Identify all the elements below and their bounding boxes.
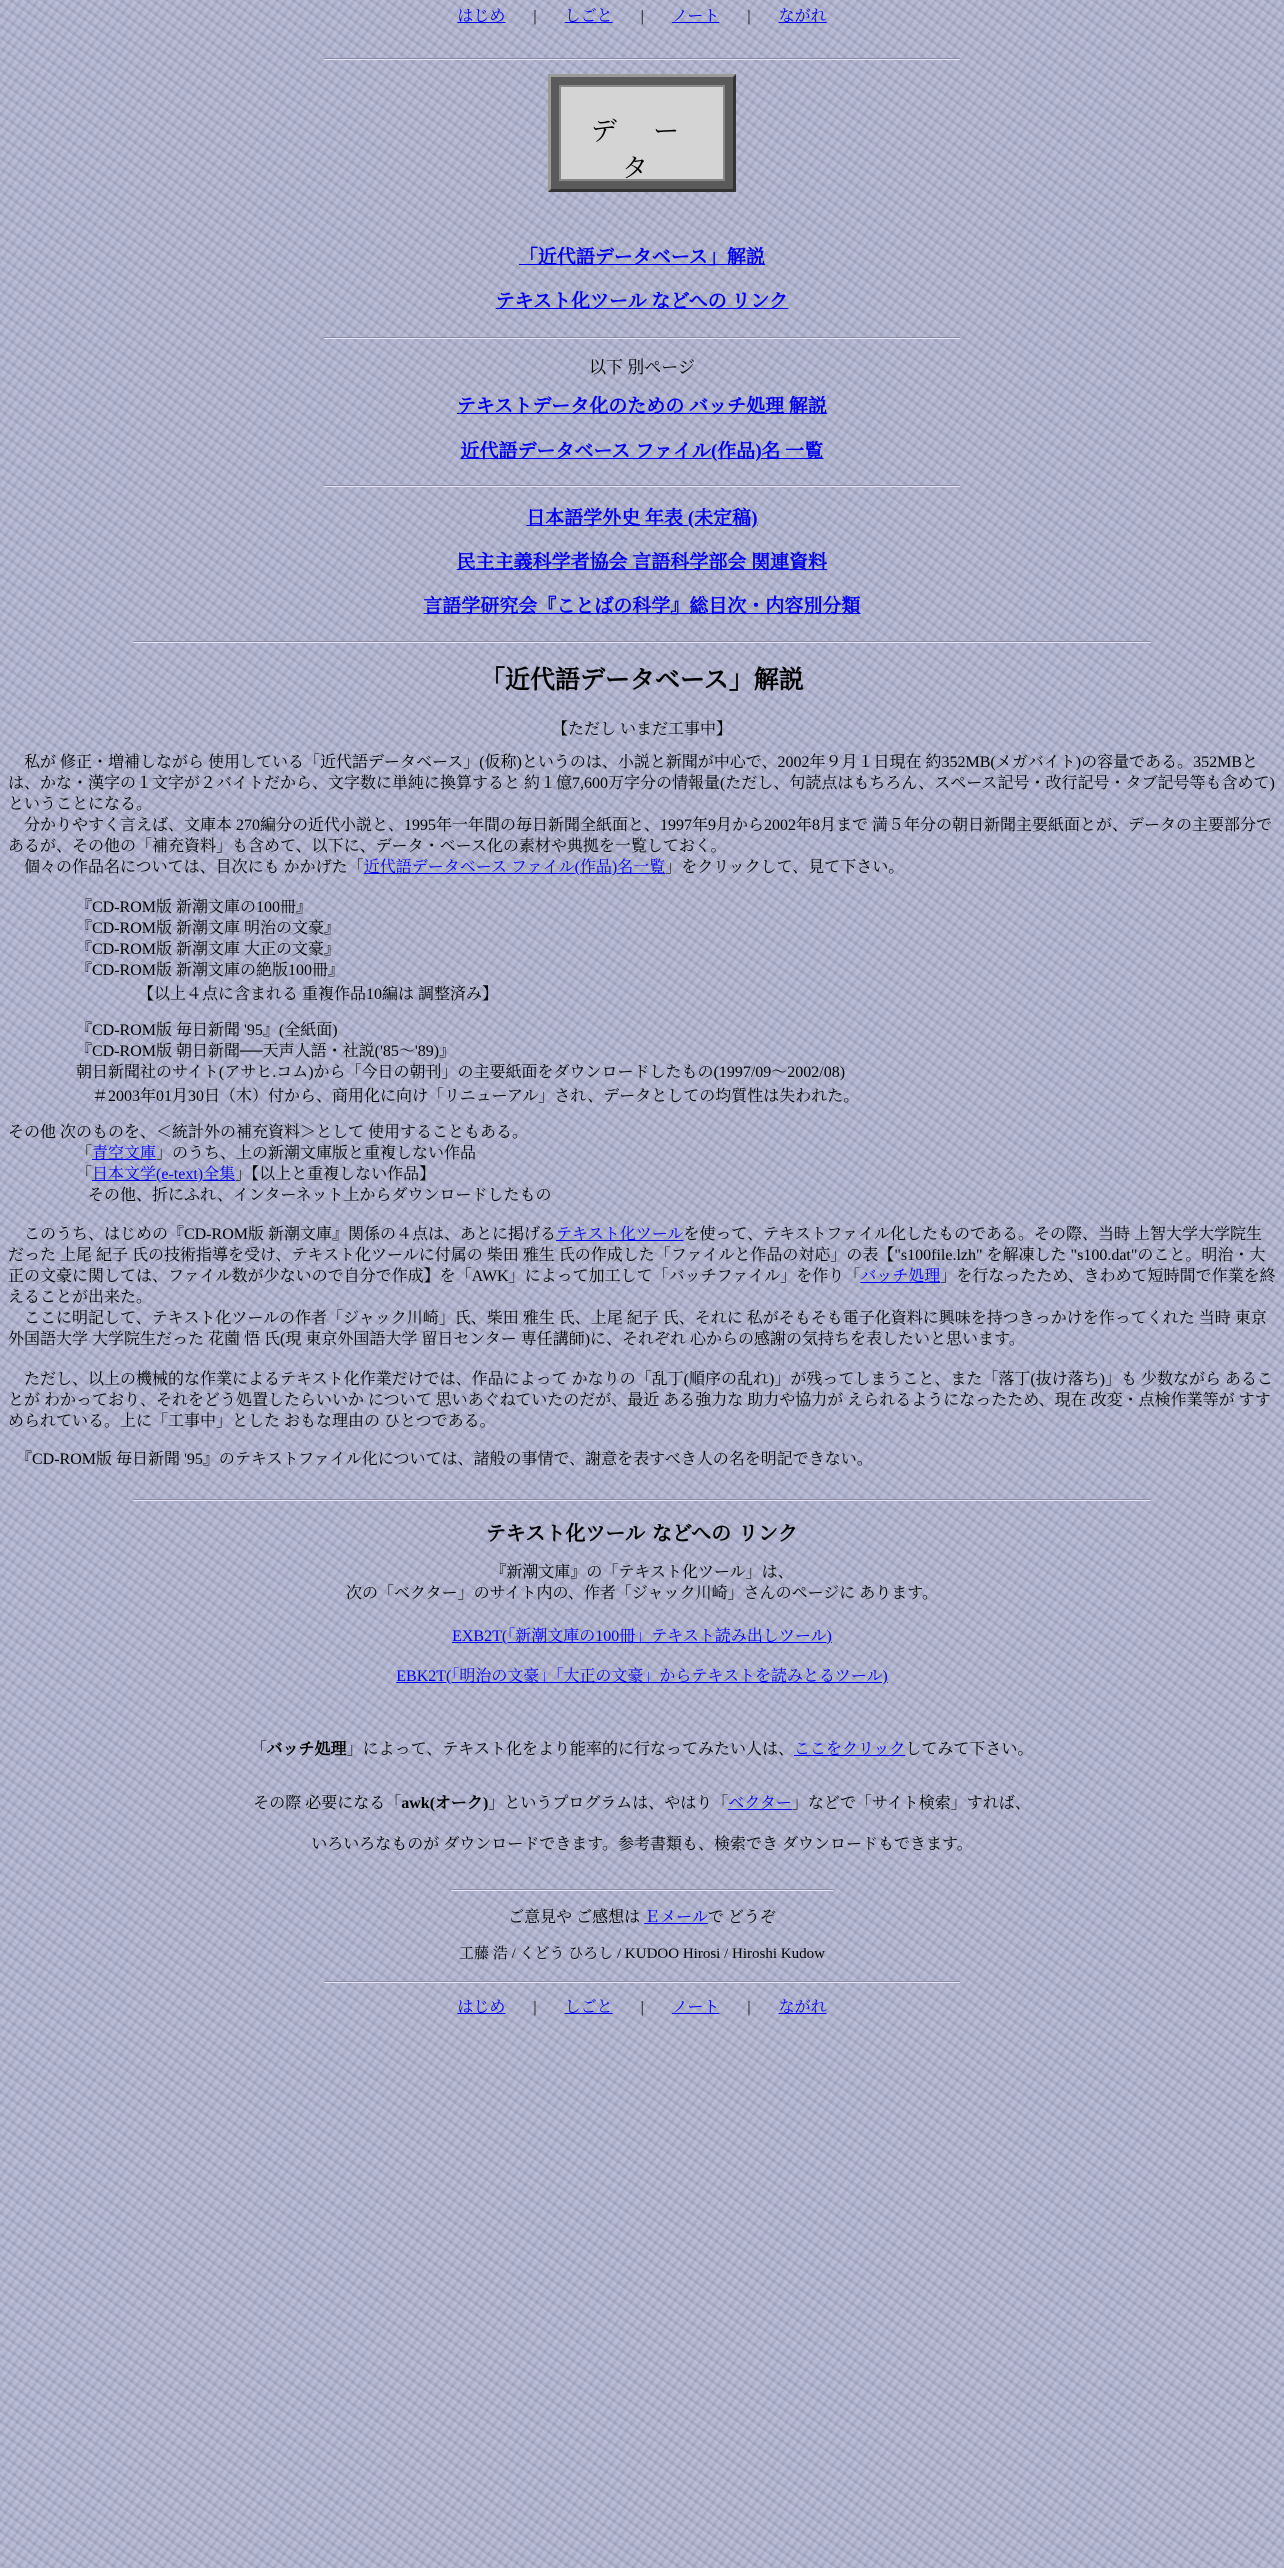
feedback xyxy=(0,1904,1284,1927)
divider xyxy=(0,58,1284,60)
divider xyxy=(0,1499,1284,1501)
data-banner-text: デ ー タ xyxy=(559,85,725,181)
batch-note xyxy=(0,1736,1284,1759)
list-item: 『CD-ROM版 新潮文庫の100冊』 xyxy=(76,899,313,916)
nav-link-nagare[interactable]: ながれ xyxy=(778,1999,827,2016)
link-file-list[interactable]: 近代語データベース ファイル(作品)名 一覧 xyxy=(460,441,824,462)
construction-note: 【ただし いまだ工事中】 xyxy=(551,721,732,738)
list-note: ＃2003年01月30日（木）付から、商用化に向け「リニューアル」され、データとしての均質性は失われた。 xyxy=(92,1088,860,1105)
explain-para-6: ただし、以上の機械的な作業によるテキスト化作業だけでは、作品によって かなりの「乱丁(順序の乱れ)」が残ってしまうこと、また「落丁(抜け落ち)」も 少数ながら あることが わかっており、それをどう処置したらいいか について 思いあぐねていたのだが、最近 ある強力な 助力や協力が えられるようになったため、現在 改変・点検作業等が すすめられている。上に「工事中」とした おもな理由の ひとつである。 xyxy=(8,1371,1273,1430)
tools-intro-1: 『新潮文庫』の「テキスト化ツール」は、 xyxy=(490,1564,794,1581)
divider xyxy=(0,485,1284,487)
text: ご意見や ご感想は xyxy=(508,1909,645,1926)
list-item: 朝日新聞社のサイト(アサヒ.コム)から「今日の朝刊」の主要紙面をダウンロードしたもの(1997/09～2002/08) xyxy=(76,1064,846,1081)
text: 」によって、テキスト化をより能率的に行なってみたい人は、 xyxy=(346,1741,794,1758)
nav-separator: | xyxy=(640,1999,644,2016)
divider xyxy=(0,1981,1284,1983)
link-click-here[interactable]: ここをクリック xyxy=(794,1741,906,1758)
other-pages-note: 以下 別ページ xyxy=(589,358,695,377)
link-tools[interactable]: テキスト化ツール などへの リンク xyxy=(495,291,789,312)
top-nav xyxy=(0,6,1284,28)
list-item xyxy=(0,1143,1284,1164)
nav-link-note[interactable]: ノート xyxy=(671,1999,720,2016)
awk-bold-text: awk(オーク) xyxy=(401,1795,489,1812)
link-email[interactable]: Ｅメール xyxy=(644,1909,708,1926)
source-list-newspaper xyxy=(0,1020,1284,1106)
text: その際 必要になる「 xyxy=(253,1795,402,1812)
link-chronology[interactable]: 日本語学外史 年表 (未定稿) xyxy=(526,508,758,529)
text: 」を行なったため、きわめて短時間で作業を終えることが出来た。 xyxy=(8,1268,1276,1306)
explain-para-5: ここに明記して、テキスト化ツールの作者「ジャック川崎」氏、柴田 雅生 氏、上尾 紀子 氏、それに 私がそもそも電子化資料に興味を持つきっかけを作ってくれた 当時 東京外国語大学 大学院生だった 花薗 悟 氏(現 東京外国語大学 留日センター 専任講師)に、それぞれ 心からの感謝の気持ちを表したいと思います。 xyxy=(8,1310,1267,1348)
nav-separator: | xyxy=(533,8,537,25)
nav-link-note[interactable]: ノート xyxy=(671,8,720,25)
link-batch-inline[interactable]: バッチ処理 xyxy=(860,1268,941,1285)
section-title-explain: 「近代語データベース」解説 xyxy=(480,665,804,694)
link-text-tool[interactable]: テキスト化ツール xyxy=(556,1226,684,1243)
text: 」【以上と重複しない作品】 xyxy=(235,1166,436,1183)
text: 」などで「サイト検索」すれば、 xyxy=(791,1795,1031,1812)
link-nihon-bungaku[interactable]: 日本文学(e-text)全集 xyxy=(92,1166,236,1183)
text: で どうぞ xyxy=(707,1909,776,1926)
list-item xyxy=(0,1164,1284,1185)
download-note: いろいろなものが ダウンロードできます。参考書類も、検索でき ダウンロードもできます。 xyxy=(311,1836,973,1853)
text: 「 xyxy=(76,1145,93,1162)
batch-bold-text: バッチ処理 xyxy=(266,1741,347,1758)
link-vector[interactable]: ベクター xyxy=(728,1795,792,1812)
nav-separator: | xyxy=(747,1999,751,2016)
source-list-shincho xyxy=(0,897,1284,1004)
nav-separator: | xyxy=(533,1999,537,2016)
link-batch[interactable]: テキストデータ化のための バッチ処理 解説 xyxy=(456,396,828,417)
author-name: 工藤 浩 / くどう ひろし / KUDOO Hirosi / Hiroshi Kudow xyxy=(459,1946,825,1962)
data-banner xyxy=(0,74,1284,192)
list-item: 『CD-ROM版 新潮文庫 明治の文豪』 xyxy=(76,920,341,937)
explain-para-3 xyxy=(0,857,1284,878)
list-item: 『CD-ROM版 毎日新聞 '95』(全紙面) xyxy=(76,1022,338,1039)
divider xyxy=(0,641,1284,643)
link-gengogaku[interactable]: 言語学研究会『ことばの科学』総目次・内容別分類 xyxy=(423,596,861,617)
section-title-tools: テキスト化ツール などへの リンク xyxy=(486,1521,798,1545)
list-item: 『CD-ROM版 朝日新聞──天声人語・社説('85～'89)』 xyxy=(76,1043,456,1060)
text: 個々の作品名については、目次にも かかげた「 xyxy=(8,859,364,876)
nav-separator: | xyxy=(747,8,751,25)
link-ebk2t[interactable]: EBK2T(「明治の文豪」「大正の文豪」からテキストを読みとるツール) xyxy=(396,1668,888,1685)
text: 」をクリックして、見て下さい。 xyxy=(665,859,905,876)
text: このうち、はじめの『CD-ROM版 新潮文庫』関係の４点は、あとに掲げる xyxy=(8,1226,557,1243)
explain-para-1: 私が 修正・増補しながら 使用している「近代語データベース」(仮称)というのは、小説と新聞が中心で、2002年９月１日現在 約352MB(メガバイト)の容量である。352MBとは、かな・漢字の１文字が２バイトだから、文字数に単純に換算すると 約１億7,600万字分の情報量(ただし、句読点はもちろん、スペース記号・改行記号・タブ記号等も含めて)ということになる。 xyxy=(8,754,1275,813)
list-item: 『CD-ROM版 新潮文庫の絶版100冊』 xyxy=(76,962,345,979)
tools-intro-2: 次の「ベクター」のサイト内の、作者「ジャック川崎」さんのページに あります。 xyxy=(345,1585,938,1602)
text: 」のうち、上の新潮文庫版と重複しない作品 xyxy=(156,1145,477,1162)
explain-para-4 xyxy=(0,1224,1284,1308)
list-note: 【以上４点に含まれる 重複作品10編は 調整済み】 xyxy=(138,986,499,1003)
divider xyxy=(0,337,1284,339)
text: してみて下さい。 xyxy=(905,1741,1034,1758)
text: を使って、テキストファイル化したものである。その際、当時 上智大学大学院生だった 上尾 紀子 氏の技術指導を受け、テキスト化ツールに付属の 柴田 雅生 氏の作成した「ファイルと作品の対応」の表【"s100file.lzh" を解凍した "s100.dat"のこと。明治・大正の文豪に関しては、ファイル数が少ないので自分で作成】を「AWK」によって加工して「バッチファイル」を作り「 xyxy=(8,1226,1266,1285)
link-explain[interactable]: 「近代語データベース」解説 xyxy=(518,247,766,268)
other-sources-intro: その他 次のものを、＜統計外の補充資料＞として 使用することもある。 xyxy=(8,1124,529,1141)
text: 「 xyxy=(250,1741,267,1758)
explain-para-2: 分かりやすく言えば、文庫本 270編分の近代小説と、1995年一年間の毎日新聞全紙面と、1997年9月から2002年8月まで 満５年分の朝日新聞主要紙面とが、データの主要部分であるが、その他の「補充資料」も含めて、以下に、データ・ベース化の素材や典拠を一覧しておく。 xyxy=(8,817,1273,855)
link-minshu[interactable]: 民主主義科学者協会 言語科学部会 関連資料 xyxy=(456,552,828,573)
list-item: その他、折にふれ、インターネット上からダウンロードしたもの xyxy=(88,1187,552,1204)
text: 「 xyxy=(76,1166,93,1183)
text: 」というプログラムは、やはり「 xyxy=(488,1795,729,1812)
nav-link-shigoto[interactable]: しごと xyxy=(564,8,613,25)
link-exb2t[interactable]: EXB2T(「新潮文庫の100冊」テキスト読み出しツール) xyxy=(452,1628,832,1645)
link-aozora[interactable]: 青空文庫 xyxy=(92,1145,157,1162)
nav-link-shigoto[interactable]: しごと xyxy=(564,1999,613,2016)
explain-para-7: 『CD-ROM版 毎日新聞 '95』のテキストファイル化については、諸般の事情で、謝意を表すべき人の名を明記できない。 xyxy=(8,1451,873,1468)
list-item: 『CD-ROM版 新潮文庫 大正の文豪』 xyxy=(76,941,341,958)
awk-note xyxy=(0,1790,1284,1813)
divider xyxy=(0,1889,1284,1891)
nav-link-nagare[interactable]: ながれ xyxy=(778,8,827,25)
nav-link-hajime[interactable]: はじめ xyxy=(457,1999,506,2016)
bottom-nav xyxy=(0,1997,1284,2019)
nav-link-hajime[interactable]: はじめ xyxy=(457,8,506,25)
nav-separator: | xyxy=(640,8,644,25)
link-file-list-inline[interactable]: 近代語データベース ファイル(作品)名一覧 xyxy=(363,859,666,876)
